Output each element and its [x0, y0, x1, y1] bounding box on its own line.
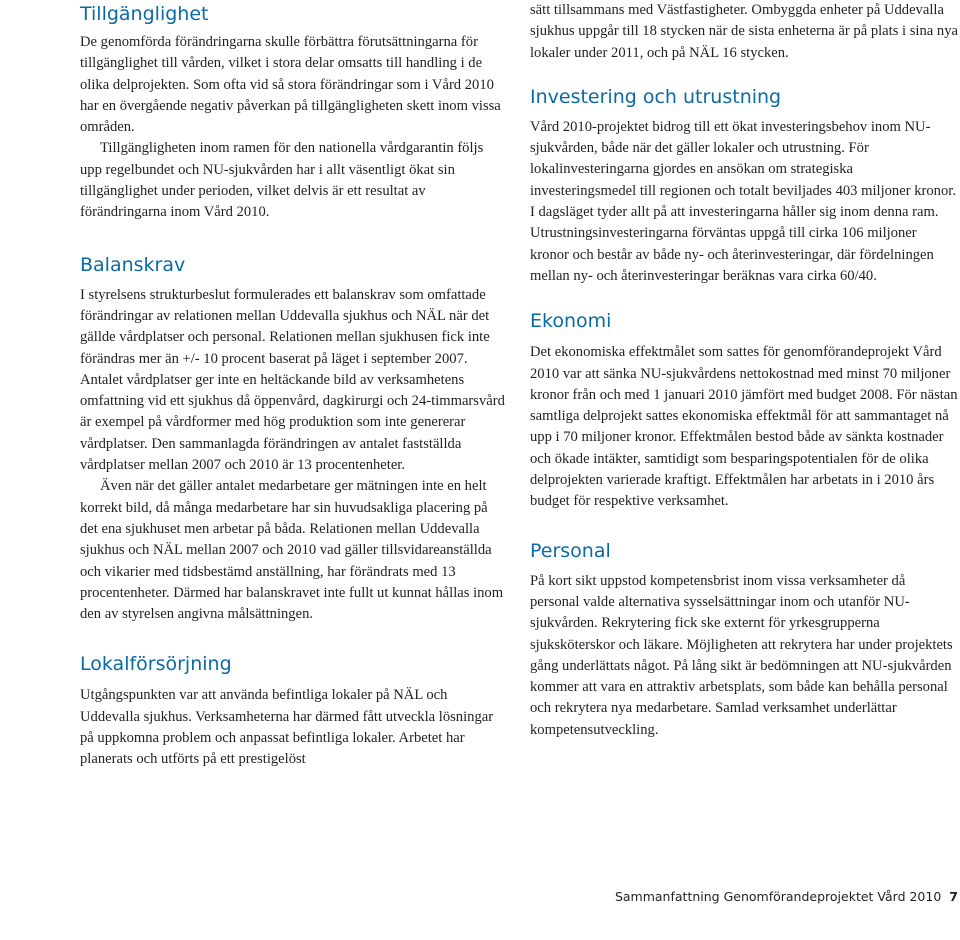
paragraph-continuation: sätt tillsammans med Västfastigheter. Ombyggda enheter på Uddevalla sjukhus uppgår till 18 stycken när de sista enheterna är på plats i sina nya lokaler under 2011, och på NÄL 16 stycken.	[530, 2, 958, 61]
paragraph-tillganglighet-2: Tillgängligheten inom ramen för den nationella vårdgarantin följs upp regelbundet och NU-sjukvården har i allt väsentligt ökat sin tillgänglighet under perioden, vilket delvis är ett resultat av förändringarna inom Vård 2010.	[80, 140, 484, 221]
paragraph-investering-1: Vård 2010-projektet bidrog till ett ökat investeringsbehov inom NU-sjukvården, både när det gäller lokaler och utrustning. För lokalinvesteringarna gjordes en ansökan om strategiska investeringsmedel till regionen och totalt beviljades 403 miljoner kronor. I dagsläget tyder allt på att investeringarna håller sig inom denna ram. Utrustningsinvesteringarna förväntas uppgå till cirka 106 miljoner kronor och består av både ny- och återinvesteringar, där fördelningen mellan ny- och återinvesteringar beräknas vara cirka 60/40.	[530, 118, 956, 284]
paragraph-ekonomi-1: Det ekonomiska effektmålet som sattes för genomförandeprojekt Vård 2010 var att sänka NU-sjukvårdens nettokostnad med minst 70 miljoner kronor från och med 1 januari 2010 jämfört med budget 2008. För nästan samtliga delprojekt sattes ekonomiska effektmål för att sammantaget nå upp i 70 miljoner kronor. Effektmålen bestod både av sänkta kostnader och ökade intäkter, samtidigt som besparingspotentialen för de olika delprojekten varierade kraftigt. Effektmålen har arbetats in i 2010 års budget för respektive verksamhet.	[530, 344, 958, 510]
paragraph-personal-1: På kort sikt uppstod kompetensbrist inom vissa verksamheter då personal valde alternativa sysselsättningar inom och utanför NU-sjukvården. Rekrytering fick ske externt för yrkesgrupperna sjuksköterskor och läkare. Möjligheten att rekrytera har under projektets gång underlättats något. På lång sikt är bedömningen att NU-sjukvården kommer att vara en attraktiv arbetsplats, som både kan behålla personal och rekrytera nya medarbetare. Samlad verksamhet underlättar kompetensutveckling.	[530, 572, 953, 738]
heading-lokalforsorjning: Lokalförsörjning	[80, 653, 232, 676]
paragraph-tillganglighet-1: De genomförda förändringarna skulle förbättra förutsättningarna för tillgänglighet till vården, vilket i stora delar omsatts till handling i de olika delprojekten. Som ofta vid så stora förändringar som i Vård 2010 har en övergående negativ påverkan på tillgängligheten skett inom vissa områden.	[80, 34, 501, 136]
paragraph-balanskrav-1: I styrelsens strukturbeslut formulerades ett balanskrav som omfattade förändringar av relationen mellan Uddevalla sjukhus och NÄL när det gällde vårdplatser och personal. Relationen mellan sjukhusen fick inte förändras mer än +/- 10 procent baserat på läget i september 2007. Antalet vårdplatser ger inte en heltäckande bild av verksamhetens omfattning vid ett sjukhus då öppenvård, dagkirurgi och 24-timmarsvård är exempel på vårdformer med hög produktion som inte genererar vårdplatser. Den sammanlagda förändringen av antalet fastställda vårdplatser mellan 2007 och 2010 är 13 procentenheter.	[80, 286, 505, 474]
heading-investering: Investering och utrustning	[530, 85, 782, 108]
footer-text: Sammanfattning Genomförandeprojektet Vård 2010	[614, 889, 942, 904]
paragraph-balanskrav-2: Även när det gäller antalet medarbetare ger mätningen inte en helt korrekt bild, då många medarbetare har sin huvudsakliga placering på det ena sjukhuset men arbetar på båda. Relationen mellan Uddevalla sjukhus och NÄL mellan 2007 och 2010 vad gäller tillsvidareanställda och vikarier med tidsbestämd anställning, har förändrats med 13 procentenheter. Därmed har balanskravet inte fullt ut kunnat hållas inom den av styrelsen angivna målsättningen.	[80, 478, 504, 623]
page-number: 7	[949, 889, 958, 904]
page-footer	[600, 889, 958, 904]
heading-balanskrav: Balanskrav	[80, 253, 186, 276]
right-column	[530, 0, 958, 741]
heading-tillganglighet: Tillgänglighet	[80, 3, 209, 25]
left-column	[80, 0, 508, 771]
heading-ekonomi: Ekonomi	[530, 310, 612, 333]
heading-personal: Personal	[530, 539, 611, 562]
paragraph-lokalforsorjning-1: Utgångspunkten var att använda befintliga lokaler på NÄL och Uddevalla sjukhus. Verksamheterna har därmed fått utveckla lösningar på uppkomna problem och anpassat befintliga lokaler. Arbetet har planerats och utförts på ett prestigelöst	[80, 687, 494, 768]
